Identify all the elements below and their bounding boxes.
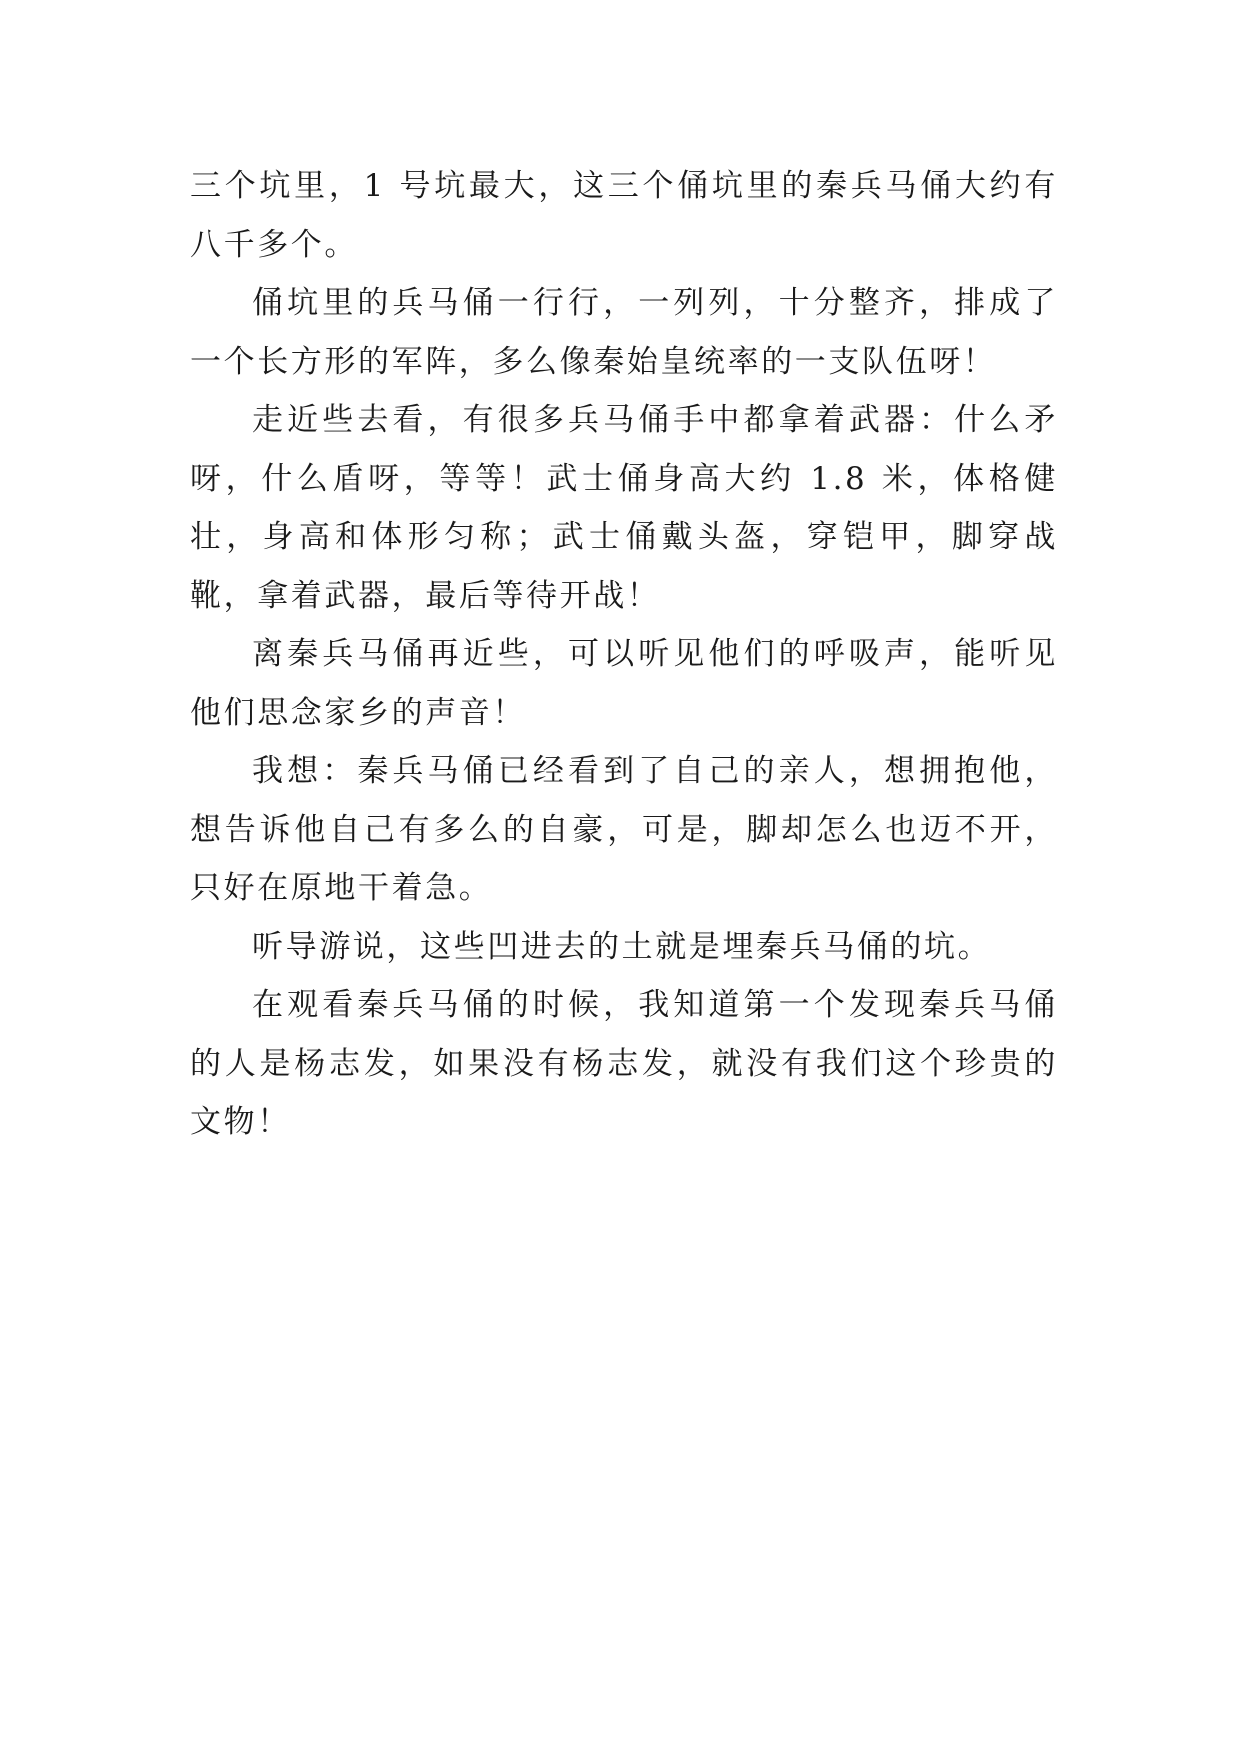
paragraph: 在观看秦兵马俑的时候，我知道第一个发现秦兵马俑的人是杨志发，如果没有杨志发，就没有我们这个珍贵的文物！ — [190, 987, 1058, 1140]
essay-body — [190, 157, 1058, 1152]
paragraph: 走近些去看，有很多兵马俑手中都拿着武器：什么矛呀，什么盾呀，等等！武士俑身高大约 1.8 米，体格健壮，身高和体形匀称；武士俑戴头盔，穿铠甲，脚穿战靴，拿着武器，最后等待开战！ — [190, 402, 1058, 614]
paragraph: 听导游说，这些凹进去的土就是埋秦兵马俑的坑。 — [252, 928, 992, 965]
paragraph: 俑坑里的兵马俑一行行，一列列，十分整齐，排成了一个长方形的军阵，多么像秦始皇统率的一支队伍呀！ — [190, 285, 1058, 380]
paragraph-continuation: 三个坑里，1 号坑最大，这三个俑坑里的秦兵马俑大约有八千多个。 — [190, 168, 1058, 263]
paragraph: 离秦兵马俑再近些，可以听见他们的呼吸声，能听见他们思念家乡的声音！ — [190, 636, 1058, 731]
paragraph: 我想：秦兵马俑已经看到了自己的亲人，想拥抱他，想告诉他自己有多么的自豪，可是，脚却怎么也迈不开，只好在原地干着急。 — [190, 753, 1058, 906]
